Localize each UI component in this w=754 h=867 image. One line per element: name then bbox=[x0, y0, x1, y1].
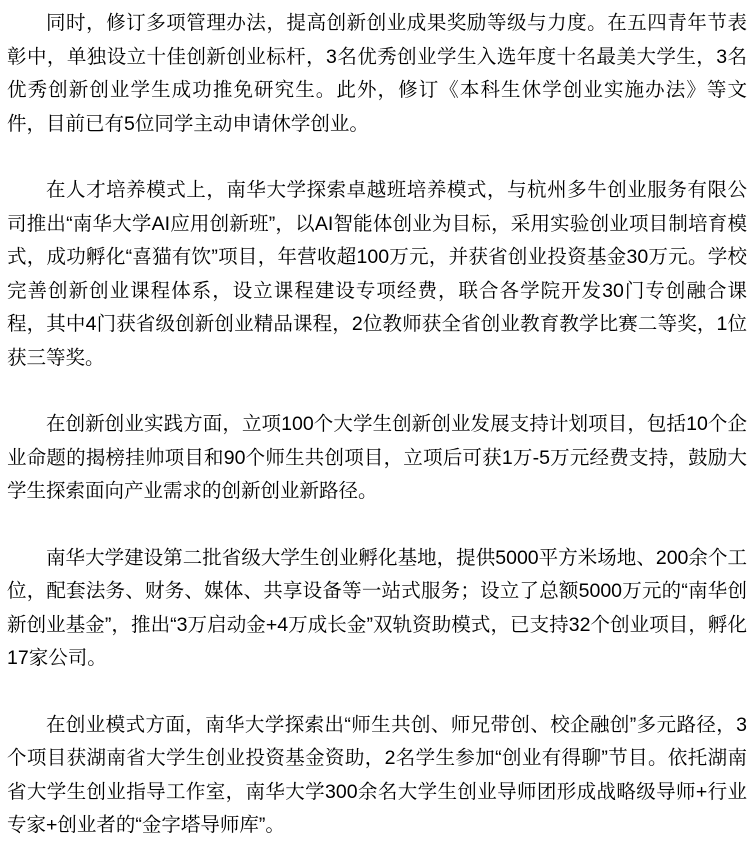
paragraph-entrepreneurship-mode: 在创业模式方面，南华大学探索出“师生共创、师兄带创、校企融创”多元路径，3个项目获湖南省大学生创业投资基金资助，2名学生参加“创业有得聊”节目。依托湖南省大学生创业指导工作室，南华大学300余名大学生创业导师团形成战略级导师+行业专家+创业者的“金字塔导师库”。 bbox=[7, 713, 747, 836]
paragraph-awards-revision: 同时，修订多项管理办法，提高创新创业成果奖励等级与力度。在五四青年节表彰中，单独设立十佳创新创业标杆，3名优秀创业学生入选年度十名最美大学生，3名优秀创新创业学生成功推免研究生。此外，修订《本科生休学创业实施办法》等文件，目前已有5位同学主动申请休学创业。 bbox=[7, 12, 747, 135]
paragraph-incubation-base: 南华大学建设第二批省级大学生创业孵化基地，提供5000平方米场地、200余个工位，配套法务、财务、媒体、共享设备等一站式服务；设立了总额5000万元的“南华创新创业基金”，推出“3万启动金+4万成长金”双轨资助模式，已支持32个创业项目，孵化17家公司。 bbox=[7, 546, 747, 669]
paragraph-practice-projects: 在创新创业实践方面，立项100个大学生创新创业发展支持计划项目，包括10个企业命题的揭榜挂帅项目和90个师生共创项目，立项后可获1万-5万元经费支持，鼓励大学生探索面向产业需求的创新创业新路径。 bbox=[7, 413, 747, 502]
paragraph-talent-training-mode: 在人才培养模式上，南华大学探索卓越班培养模式，与杭州多牛创业服务有限公司推出“南华大学AI应用创新班”，以AI智能体创业为目标，采用实验创业项目制培育模式，成功孵化“喜猫有饮”项目，年营收超100万元，并获省创业投资基金30万元。学校完善创新创业课程体系，设立课程建设专项经费，联合各学院开发30门专创融合课程，其中4门获省级创新创业精品课程，2位教师获全省创业教育教学比赛二等奖，1位获三等奖。 bbox=[7, 179, 747, 369]
